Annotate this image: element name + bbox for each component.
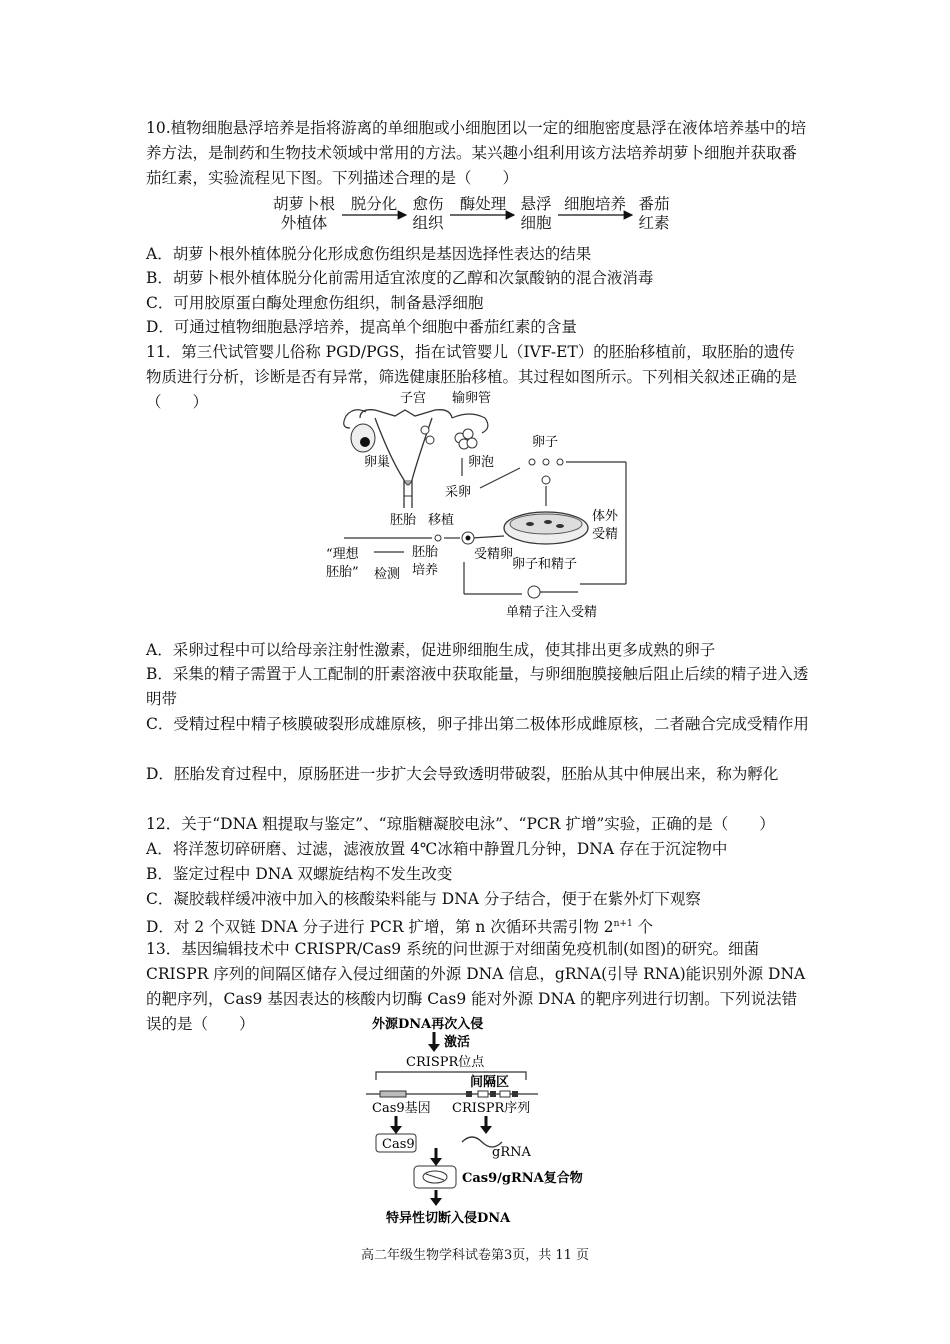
svg-text:胚胎”: 胚胎” (326, 565, 359, 580)
svg-text:卵泡: 卵泡 (468, 455, 495, 470)
q11-option-a: A．采卵过程中可以给母亲注射性激素，促进卵细胞生成，使其排出更多成熟的卵子 (146, 641, 716, 659)
svg-text:移植: 移植 (428, 513, 455, 528)
flow-node-callus: 愈伤 组织 (412, 195, 444, 232)
flow-label-dediff: 脱分化 (350, 195, 398, 213)
svg-text:胚胎: 胚胎 (390, 513, 417, 528)
flow-node-suspension: 悬浮 细胞 (520, 195, 552, 232)
svg-text:体外: 体外 (592, 509, 619, 524)
flow-arrows (270, 193, 690, 238)
q11-stem: 11．第三代试管婴儿俗称 PGD/PGS，指在试管婴儿（IVF-ET）的胚胎移植前，取胚胎的遗传物质进行分析，诊断是否有异常，筛选健康胚胎移植。其过程如图所示。下列相关叙述正确的是（ ） (146, 343, 798, 411)
svg-text:CRISPR位点: CRISPR位点 (406, 1055, 485, 1070)
svg-text:胚胎: 胚胎 (412, 545, 439, 560)
svg-text:gRNA: gRNA (492, 1145, 531, 1160)
svg-text:卵巢: 卵巢 (364, 455, 391, 470)
svg-text:卵子和精子: 卵子和精子 (512, 557, 578, 572)
flow-label-enzyme: 酶处理 (459, 195, 507, 213)
flow-node-explant: 胡萝卜根 外植体 (272, 195, 335, 232)
q11-option-d: D．胚胎发育过程中，原肠胚进一步扩大会导致透明带破裂，胚胎从其中伸展出来，称为孵化 (146, 765, 779, 783)
page-footer: 高二年级生物学科试卷第3页，共 11 页 (360, 1248, 590, 1263)
svg-text:CRISPR序列: CRISPR序列 (452, 1101, 531, 1116)
q12-option-d: D．对 2 个双链 DNA 分子进行 PCR 扩增，第 n 次循环共需引物 $2^{n+1}$ 个 (146, 918, 654, 937)
svg-text:Cas9基因: Cas9基因 (372, 1101, 431, 1116)
svg-text:子宫: 子宫 (400, 391, 427, 406)
q13-crispr-figure (362, 1014, 602, 1228)
q12-stem: 12．关于“DNA 粗提取与鉴定”、“琼脂糖凝胶电泳”、“PCR 扩增”实验，正确的是（ ） (146, 815, 775, 833)
svg-text:培养: 培养 (412, 563, 439, 578)
q10-option-c: C．可用胶原蛋白酶处理愈伤组织，制备悬浮细胞 (146, 294, 484, 312)
q13-stem: 13．基因编辑技术中 CRISPR/Cas9 系统的问世源于对细菌免疫机制(如图)的研究。细菌 CRISPR 序列的间隔区储存入侵过细菌的外源 DNA 信息，gRNA(引导 RNA)能识别外源 DNA 的靶序列，Cas9 基因表达的核酸内切酶 Cas9 能对外源 DNA 的靶序列进行切割。下列说法错误的是（ ） (146, 940, 806, 1033)
q11-option-c: C．受精过程中精子核膜破裂形成雄原核，卵子排出第二极体形成雌原核，二者融合完成受精作用 (146, 715, 809, 733)
svg-text:受精: 受精 (592, 527, 619, 542)
q10-stem: 10.植物细胞悬浮培养是指将游离的单细胞或小细胞团以一定的细胞密度悬浮在液体培养基中的培养方法，是制药和生物技术领域中常用的方法。某兴趣小组利用该方法培养胡萝卜细胞并获取番茄红素，实验流程见下图。下列描述合理的是（ ） (146, 119, 807, 187)
q12-option-a: A．将洋葱切碎研磨、过滤，滤液放置 4℃冰箱中静置几分钟，DNA 存在于沉淀物中 (146, 840, 728, 858)
flow-label-culture: 细胞培养 (563, 195, 626, 213)
svg-text:Cas9/gRNA复合物: Cas9/gRNA复合物 (462, 1171, 583, 1186)
svg-text:特异性切断入侵DNA: 特异性切断入侵DNA (386, 1211, 511, 1226)
svg-text:外源DNA再次入侵: 外源DNA再次入侵 (372, 1017, 484, 1032)
svg-text:“理想: “理想 (326, 547, 359, 562)
svg-text:受精卵: 受精卵 (474, 547, 514, 562)
svg-text:输卵管: 输卵管 (452, 391, 492, 406)
svg-text:采卵: 采卵 (445, 485, 472, 500)
q10-flowchart (270, 193, 690, 238)
q12-option-b: B．鉴定过程中 DNA 双螺旋结构不发生改变 (146, 865, 453, 883)
q10-option-b: B．胡萝卜根外植体脱分化前需用适宜浓度的乙醇和次氯酸钠的混合液消毒 (146, 269, 654, 287)
svg-text:卵子: 卵子 (532, 435, 559, 450)
q11-option-b: B．采集的精子需置于人工配制的肝素溶液中获取能量，与卵细胞膜接触后阻止后续的精子进入透明带 (146, 665, 809, 708)
q10-option-d: D．可通过植物细胞悬浮培养，提高单个细胞中番茄红素的含量 (146, 318, 577, 336)
svg-text:单精子注入受精: 单精子注入受精 (506, 605, 598, 620)
svg-text:Cas9: Cas9 (382, 1137, 415, 1152)
q12-option-c: C．凝胶载样缓冲液中加入的核酸染料能与 DNA 分子结合，便于在紫外灯下观察 (146, 890, 701, 908)
q10-option-a: A．胡萝卜根外植体脱分化形成愈伤组织是基因选择性表达的结果 (146, 245, 592, 263)
svg-text:检测: 检测 (374, 567, 401, 582)
svg-text:间隔区: 间隔区 (470, 1075, 510, 1090)
flow-node-lycopene: 番茄 红素 (638, 195, 670, 232)
q11-ivf-figure (320, 388, 640, 624)
svg-text:激活: 激活 (444, 1035, 471, 1050)
